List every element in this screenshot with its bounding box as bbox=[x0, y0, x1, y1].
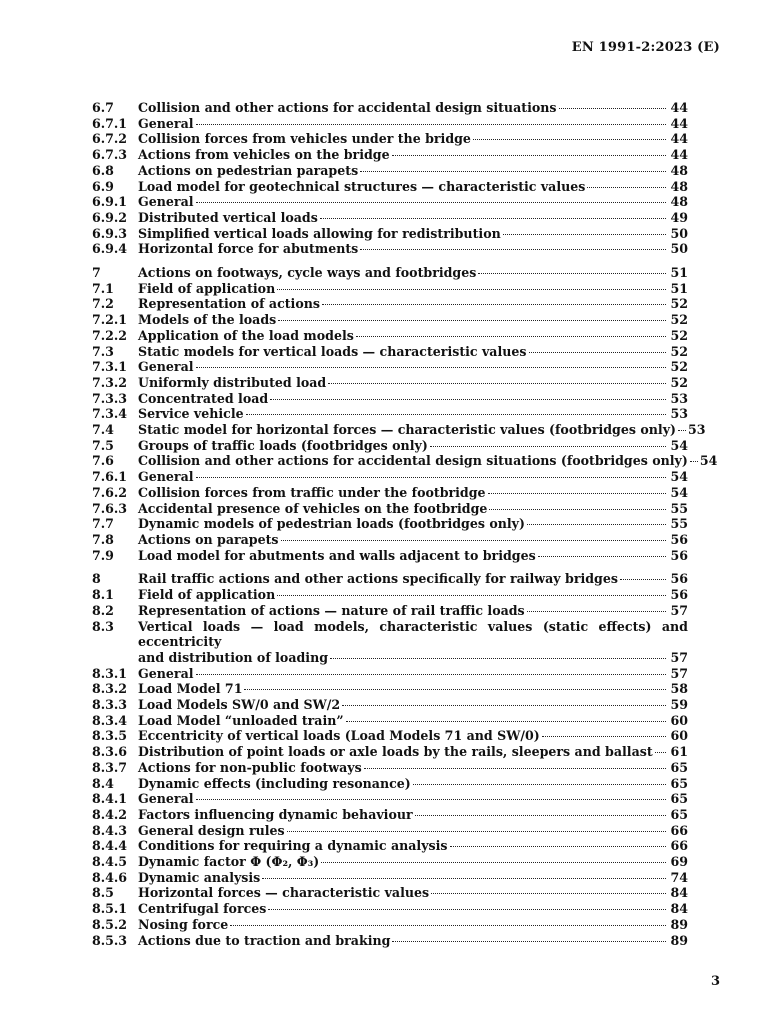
toc-dot-leader bbox=[392, 941, 666, 942]
toc-entry[interactable] bbox=[92, 760, 688, 776]
toc-page-number: 48 bbox=[670, 194, 688, 210]
toc-title: Static model for horizontal forces — characteristic values (footbridges only) bbox=[138, 422, 676, 438]
toc-title: Load model for geotechnical structures — characteristic values bbox=[138, 178, 586, 194]
toc-entry[interactable] bbox=[92, 163, 688, 179]
toc-section-number: 7.4 bbox=[92, 422, 114, 438]
toc-title: Representation of actions bbox=[138, 296, 320, 312]
toc-entry[interactable] bbox=[92, 532, 688, 548]
toc-entry[interactable] bbox=[92, 917, 688, 933]
toc-dot-leader bbox=[413, 784, 666, 785]
toc-entry[interactable] bbox=[92, 391, 688, 407]
toc-dot-leader bbox=[527, 611, 666, 612]
toc-entry[interactable] bbox=[92, 438, 688, 454]
toc-title: Load Model “unloaded train” bbox=[138, 712, 344, 728]
toc-dot-leader bbox=[392, 155, 666, 156]
toc-title: General bbox=[138, 359, 194, 375]
toc-page-number: 65 bbox=[670, 791, 688, 807]
toc-section-number: 7.3.4 bbox=[92, 406, 128, 422]
toc-entry[interactable] bbox=[92, 901, 688, 917]
toc-section-number: 6.9.3 bbox=[92, 225, 128, 241]
toc-title: Horizontal force for abutments bbox=[138, 241, 359, 257]
toc-dot-leader bbox=[415, 815, 666, 816]
toc-page-number: 44 bbox=[670, 100, 688, 115]
toc-entry[interactable] bbox=[92, 697, 688, 713]
toc-title: Simplified vertical loads allowing for redistribution bbox=[138, 225, 501, 241]
toc-page-number: 56 bbox=[670, 571, 688, 587]
toc-dot-leader bbox=[529, 352, 667, 353]
toc-title: Vertical loads — load models, characteristic values (static effects) and eccentricity bbox=[138, 618, 688, 650]
toc-title: Actions for non-public footways bbox=[138, 759, 362, 775]
toc-entry[interactable] bbox=[92, 854, 688, 870]
toc-dot-leader bbox=[196, 124, 666, 125]
page-number: 3 bbox=[710, 974, 720, 989]
toc-dot-leader bbox=[489, 509, 666, 510]
toc-section-number: 6.7.3 bbox=[92, 147, 128, 163]
toc-entry[interactable] bbox=[92, 116, 688, 132]
toc-title: Load Models SW/0 and SW/2 bbox=[138, 697, 341, 713]
toc-title: General bbox=[138, 469, 194, 485]
toc-section-number: 7.9 bbox=[92, 547, 114, 563]
toc-page-number: 48 bbox=[670, 162, 688, 178]
toc-title: Eccentricity of vertical loads (Load Models 71 and SW/0) bbox=[138, 728, 540, 744]
toc-title: Uniformly distributed load bbox=[138, 374, 327, 390]
toc-entry[interactable] bbox=[92, 265, 688, 281]
toc-section-number: 7.3.1 bbox=[92, 359, 128, 375]
toc-section-number: 7.6 bbox=[92, 453, 114, 469]
toc-entry[interactable] bbox=[92, 131, 688, 147]
toc-section-number: 7.6.2 bbox=[92, 484, 128, 500]
toc-dot-leader bbox=[246, 414, 666, 415]
toc-page-number: 52 bbox=[670, 296, 688, 312]
toc-entry[interactable] bbox=[92, 776, 688, 792]
toc-entry[interactable] bbox=[92, 312, 688, 328]
toc-dot-leader bbox=[270, 399, 666, 400]
toc-title: Horizontal forces — characteristic values bbox=[138, 885, 430, 901]
toc-page-number: 65 bbox=[670, 759, 688, 775]
toc-section-number: 8.5.2 bbox=[92, 916, 128, 932]
toc-title: Actions on pedestrian parapets bbox=[138, 162, 359, 178]
toc-entry[interactable] bbox=[92, 179, 688, 195]
toc-dot-leader bbox=[587, 187, 666, 188]
toc-section-number: 7.2.2 bbox=[92, 327, 128, 343]
toc-dot-leader bbox=[196, 799, 666, 800]
toc-title: Groups of traffic loads (footbridges only) bbox=[138, 437, 428, 453]
toc-title: Collision forces from traffic under the footbridge bbox=[138, 484, 486, 500]
toc-dot-leader bbox=[356, 336, 666, 337]
toc-entry[interactable] bbox=[92, 469, 688, 485]
toc-entry[interactable] bbox=[92, 571, 688, 587]
toc-title: Nosing force bbox=[138, 916, 229, 932]
toc-title: Models of the loads bbox=[138, 312, 277, 328]
toc-entry[interactable] bbox=[92, 241, 688, 257]
toc-section-number: 7.8 bbox=[92, 531, 114, 547]
toc-title: Actions from vehicles on the bridge bbox=[138, 147, 390, 163]
toc-dot-leader bbox=[488, 493, 666, 494]
toc-dot-leader bbox=[277, 595, 666, 596]
toc-title: Actions due to traction and braking bbox=[138, 932, 391, 948]
toc-section-number: 7.7 bbox=[92, 516, 114, 532]
toc-section-number: 8.3.6 bbox=[92, 744, 128, 760]
toc-section-number: 8.4.2 bbox=[92, 806, 128, 822]
toc-entry[interactable] bbox=[92, 501, 688, 517]
toc-page-number: 57 bbox=[670, 665, 688, 681]
toc-page-number: 55 bbox=[670, 516, 688, 532]
toc-title: Distributed vertical loads bbox=[138, 209, 318, 225]
toc-section-number: 8.4.3 bbox=[92, 822, 128, 838]
toc-section-number: 8.4.5 bbox=[92, 854, 128, 870]
toc-dot-leader bbox=[278, 320, 666, 321]
toc-dot-leader bbox=[655, 752, 666, 753]
toc-page-number: 84 bbox=[670, 885, 688, 901]
toc-dot-leader bbox=[277, 289, 666, 290]
toc-section-number: 8.3.7 bbox=[92, 759, 128, 775]
toc-entry[interactable] bbox=[92, 226, 688, 242]
toc-section-number: 8.3.5 bbox=[92, 728, 128, 744]
toc-title: Conditions for requiring a dynamic analysis bbox=[138, 838, 448, 854]
toc-entry[interactable] bbox=[92, 823, 688, 839]
document-id: EN 1991-2:2023 (E) bbox=[571, 40, 720, 55]
toc-entry[interactable] bbox=[92, 713, 688, 729]
toc-dot-leader bbox=[360, 171, 666, 172]
toc-dot-leader bbox=[620, 579, 666, 580]
toc-page-number: 74 bbox=[670, 869, 688, 885]
toc-entry[interactable] bbox=[92, 728, 688, 744]
toc-page-number: 54 bbox=[670, 484, 688, 500]
toc-entry[interactable] bbox=[92, 744, 688, 760]
toc-page-number: 56 bbox=[670, 531, 688, 547]
toc-page-number: 51 bbox=[670, 265, 688, 281]
toc-entry[interactable] bbox=[92, 375, 688, 391]
toc-title: General bbox=[138, 194, 194, 210]
toc-title: Factors influencing dynamic behaviour bbox=[138, 806, 413, 822]
toc-dot-leader bbox=[328, 383, 666, 384]
toc-page-number: 69 bbox=[670, 854, 688, 870]
toc-page-number: 89 bbox=[670, 916, 688, 932]
toc-section-number: 8.4 bbox=[92, 775, 114, 791]
toc-entry[interactable] bbox=[92, 422, 706, 438]
toc-section-number: 8.5 bbox=[92, 885, 114, 901]
toc-page-number: 58 bbox=[670, 681, 688, 697]
toc-page-number: 55 bbox=[670, 500, 688, 516]
toc-dot-leader bbox=[244, 689, 666, 690]
toc-dot-leader bbox=[542, 736, 666, 737]
toc-title: Rail traffic actions and other actions specifically for railway bridges bbox=[138, 571, 618, 587]
toc-page-number: 52 bbox=[670, 327, 688, 343]
toc-entry[interactable] bbox=[92, 870, 688, 886]
toc-title: Collision and other actions for accidental design situations bbox=[138, 100, 557, 115]
toc-title: Dynamic factor Φ (Φ₂, Φ₃) bbox=[138, 854, 320, 870]
toc-page-number: 56 bbox=[670, 587, 688, 603]
toc-dot-leader bbox=[559, 108, 667, 109]
toc-dot-leader bbox=[230, 925, 666, 926]
toc-page-number: 44 bbox=[670, 115, 688, 131]
toc-dot-leader bbox=[527, 524, 666, 525]
toc-section-number: 6.9.1 bbox=[92, 194, 128, 210]
toc-dot-leader bbox=[364, 768, 666, 769]
toc-dot-leader bbox=[538, 556, 666, 557]
toc-dot-leader bbox=[281, 540, 667, 541]
toc-title: General bbox=[138, 115, 194, 131]
toc-section-number: 7.3.3 bbox=[92, 390, 128, 406]
toc-dot-leader bbox=[196, 367, 666, 368]
toc-entry[interactable] bbox=[92, 791, 688, 807]
toc-section-number: 7.1 bbox=[92, 280, 114, 296]
toc-section-number: 8.4.1 bbox=[92, 791, 128, 807]
toc-title: Service vehicle bbox=[138, 406, 244, 422]
toc-title: Static models for vertical loads — characteristic values bbox=[138, 343, 527, 359]
toc-page-number: 53 bbox=[687, 422, 706, 438]
toc-entry[interactable] bbox=[92, 548, 688, 564]
toc-section-number: 8.3.2 bbox=[92, 681, 128, 697]
toc-dot-leader bbox=[196, 674, 666, 675]
toc-entry[interactable] bbox=[92, 807, 688, 823]
toc-page-number: 54 bbox=[699, 453, 718, 469]
toc-section-number: 7.6.3 bbox=[92, 500, 128, 516]
toc-page-number: 65 bbox=[670, 775, 688, 791]
toc-title: Collision forces from vehicles under the bridge bbox=[138, 131, 471, 147]
toc-entry[interactable] bbox=[92, 516, 688, 532]
toc-title: Representation of actions — nature of rail traffic loads bbox=[138, 602, 525, 618]
toc-entry[interactable] bbox=[92, 147, 688, 163]
toc-entry[interactable] bbox=[92, 194, 688, 210]
toc-title: Load Model 71 bbox=[138, 681, 243, 697]
toc-title-continued: and distribution of loading bbox=[138, 649, 329, 665]
toc-dot-leader bbox=[678, 430, 686, 431]
toc-section-number: 6.9.4 bbox=[92, 241, 128, 257]
toc-dot-leader bbox=[287, 831, 666, 832]
toc-section-number: 7.6.1 bbox=[92, 469, 128, 485]
toc-dot-leader bbox=[360, 249, 666, 250]
toc-section-number: 8.3.3 bbox=[92, 697, 128, 713]
toc-title: Concentrated load bbox=[138, 390, 269, 406]
toc-dot-leader bbox=[450, 846, 667, 847]
toc-page-number: 50 bbox=[670, 225, 688, 241]
toc-dot-leader bbox=[473, 139, 666, 140]
toc-dot-leader bbox=[430, 446, 666, 447]
toc-page-number: 49 bbox=[670, 209, 688, 225]
toc-dot-leader bbox=[321, 862, 666, 863]
toc-page-number: 84 bbox=[670, 901, 688, 917]
toc-entry[interactable] bbox=[92, 587, 688, 603]
toc-dot-leader bbox=[690, 461, 698, 462]
toc-entry[interactable] bbox=[92, 838, 688, 854]
toc-section-number: 8.4.4 bbox=[92, 838, 128, 854]
toc-page-number: 52 bbox=[670, 359, 688, 375]
toc-dot-leader bbox=[478, 273, 666, 274]
toc-dot-leader bbox=[431, 893, 666, 894]
toc-page-number: 53 bbox=[670, 406, 688, 422]
toc-page-number: 66 bbox=[670, 822, 688, 838]
toc-page-number: 56 bbox=[670, 547, 688, 563]
toc-page-number: 60 bbox=[670, 712, 688, 728]
toc-page-number: 53 bbox=[670, 390, 688, 406]
toc-entry[interactable] bbox=[92, 933, 688, 949]
toc-dot-leader bbox=[342, 705, 666, 706]
toc-entry[interactable] bbox=[92, 666, 688, 682]
toc-dot-leader bbox=[322, 304, 666, 305]
toc-dot-leader bbox=[320, 218, 666, 219]
toc-dot-leader bbox=[196, 202, 666, 203]
toc-page-number: 61 bbox=[670, 744, 688, 760]
toc-page-number: 89 bbox=[670, 932, 688, 948]
toc-section-number: 6.7.1 bbox=[92, 115, 128, 131]
toc-page-number: 66 bbox=[670, 838, 688, 854]
toc-title: Load model for abutments and walls adjacent to bridges bbox=[138, 547, 536, 563]
toc-title: General bbox=[138, 791, 194, 807]
toc-title: Distribution of point loads or axle loads by the rails, sleepers and ballast bbox=[138, 744, 653, 760]
toc-section-number: 8.4.6 bbox=[92, 869, 128, 885]
toc-section-number: 7.2 bbox=[92, 296, 114, 312]
toc-section-number: 8.3.1 bbox=[92, 665, 128, 681]
toc-page-number: 57 bbox=[670, 649, 688, 665]
toc-section-number: 6.8 bbox=[92, 162, 114, 178]
toc-section-number: 6.9.2 bbox=[92, 209, 128, 225]
toc-page-number: 52 bbox=[670, 343, 688, 359]
toc-section-number: 8.3 bbox=[92, 618, 114, 634]
toc-section-number: 6.9 bbox=[92, 178, 114, 194]
toc-section-number: 8 bbox=[92, 571, 101, 587]
toc-title: General bbox=[138, 665, 194, 681]
toc-entry[interactable] bbox=[92, 485, 688, 501]
toc-page-number: 54 bbox=[670, 437, 688, 453]
toc-page-number: 51 bbox=[670, 280, 688, 296]
toc-page-number: 65 bbox=[670, 806, 688, 822]
toc-entry[interactable] bbox=[92, 296, 688, 312]
toc-entry[interactable] bbox=[92, 359, 688, 375]
toc-section-number: 8.3.4 bbox=[92, 712, 128, 728]
toc-title: General design rules bbox=[138, 822, 285, 838]
toc-page-number: 52 bbox=[670, 312, 688, 328]
toc-title: Application of the load models bbox=[138, 327, 354, 343]
toc-title: Dynamic analysis bbox=[138, 869, 261, 885]
toc-entry[interactable] bbox=[92, 619, 688, 666]
toc-page-number: 57 bbox=[670, 602, 688, 618]
toc-dot-leader bbox=[503, 234, 666, 235]
toc-entry[interactable] bbox=[92, 885, 688, 901]
toc-dot-leader bbox=[262, 878, 666, 879]
toc-entry[interactable] bbox=[92, 281, 688, 297]
toc-page-number: 44 bbox=[670, 131, 688, 147]
toc-title: Field of application bbox=[138, 280, 276, 296]
toc-section-number: 6.7.2 bbox=[92, 131, 128, 147]
toc-title: Actions on parapets bbox=[138, 531, 279, 547]
toc-entry[interactable] bbox=[92, 100, 688, 116]
toc-section-number: 7.3 bbox=[92, 343, 114, 359]
toc-page-number: 54 bbox=[670, 469, 688, 485]
toc-entry[interactable] bbox=[92, 681, 688, 697]
toc-title: Actions on footways, cycle ways and footbridges bbox=[138, 265, 477, 281]
toc-dot-leader bbox=[346, 721, 666, 722]
toc-entry[interactable] bbox=[92, 603, 688, 619]
toc-title: Field of application bbox=[138, 587, 276, 603]
toc-dot-leader bbox=[330, 658, 666, 659]
toc-section-number: 8.2 bbox=[92, 602, 114, 618]
toc-section-number: 8.5.1 bbox=[92, 901, 128, 917]
toc-title: Dynamic effects (including resonance) bbox=[138, 775, 411, 791]
toc-section-number: 7.2.1 bbox=[92, 312, 128, 328]
toc-page-number: 50 bbox=[670, 241, 688, 257]
toc-entry[interactable] bbox=[92, 453, 718, 469]
toc-section-number: 7.5 bbox=[92, 437, 114, 453]
toc-entry[interactable] bbox=[92, 344, 688, 360]
toc-dot-leader bbox=[196, 477, 666, 478]
toc-page-number: 44 bbox=[670, 147, 688, 163]
toc-section-number: 8.1 bbox=[92, 587, 114, 603]
toc-page-number: 52 bbox=[670, 374, 688, 390]
toc-entry[interactable] bbox=[92, 328, 688, 344]
toc-section-number: 7 bbox=[92, 265, 101, 281]
toc-page-number: 59 bbox=[670, 697, 688, 713]
toc-dot-leader bbox=[268, 909, 666, 910]
toc-title: Accidental presence of vehicles on the footbridge bbox=[138, 500, 488, 516]
toc-page-number: 60 bbox=[670, 728, 688, 744]
toc-title: Dynamic models of pedestrian loads (footbridges only) bbox=[138, 516, 525, 532]
toc-entry[interactable] bbox=[92, 406, 688, 422]
toc-section-number: 8.5.3 bbox=[92, 932, 128, 948]
toc-entry[interactable] bbox=[92, 210, 688, 226]
toc-section-number: 6.7 bbox=[92, 100, 114, 115]
toc-page-number: 48 bbox=[670, 178, 688, 194]
toc-title: Collision and other actions for accidental design situations (footbridges only) bbox=[138, 453, 688, 469]
toc-title: Centrifugal forces bbox=[138, 901, 267, 917]
toc-section-number: 7.3.2 bbox=[92, 374, 128, 390]
table-of-contents bbox=[92, 100, 718, 948]
